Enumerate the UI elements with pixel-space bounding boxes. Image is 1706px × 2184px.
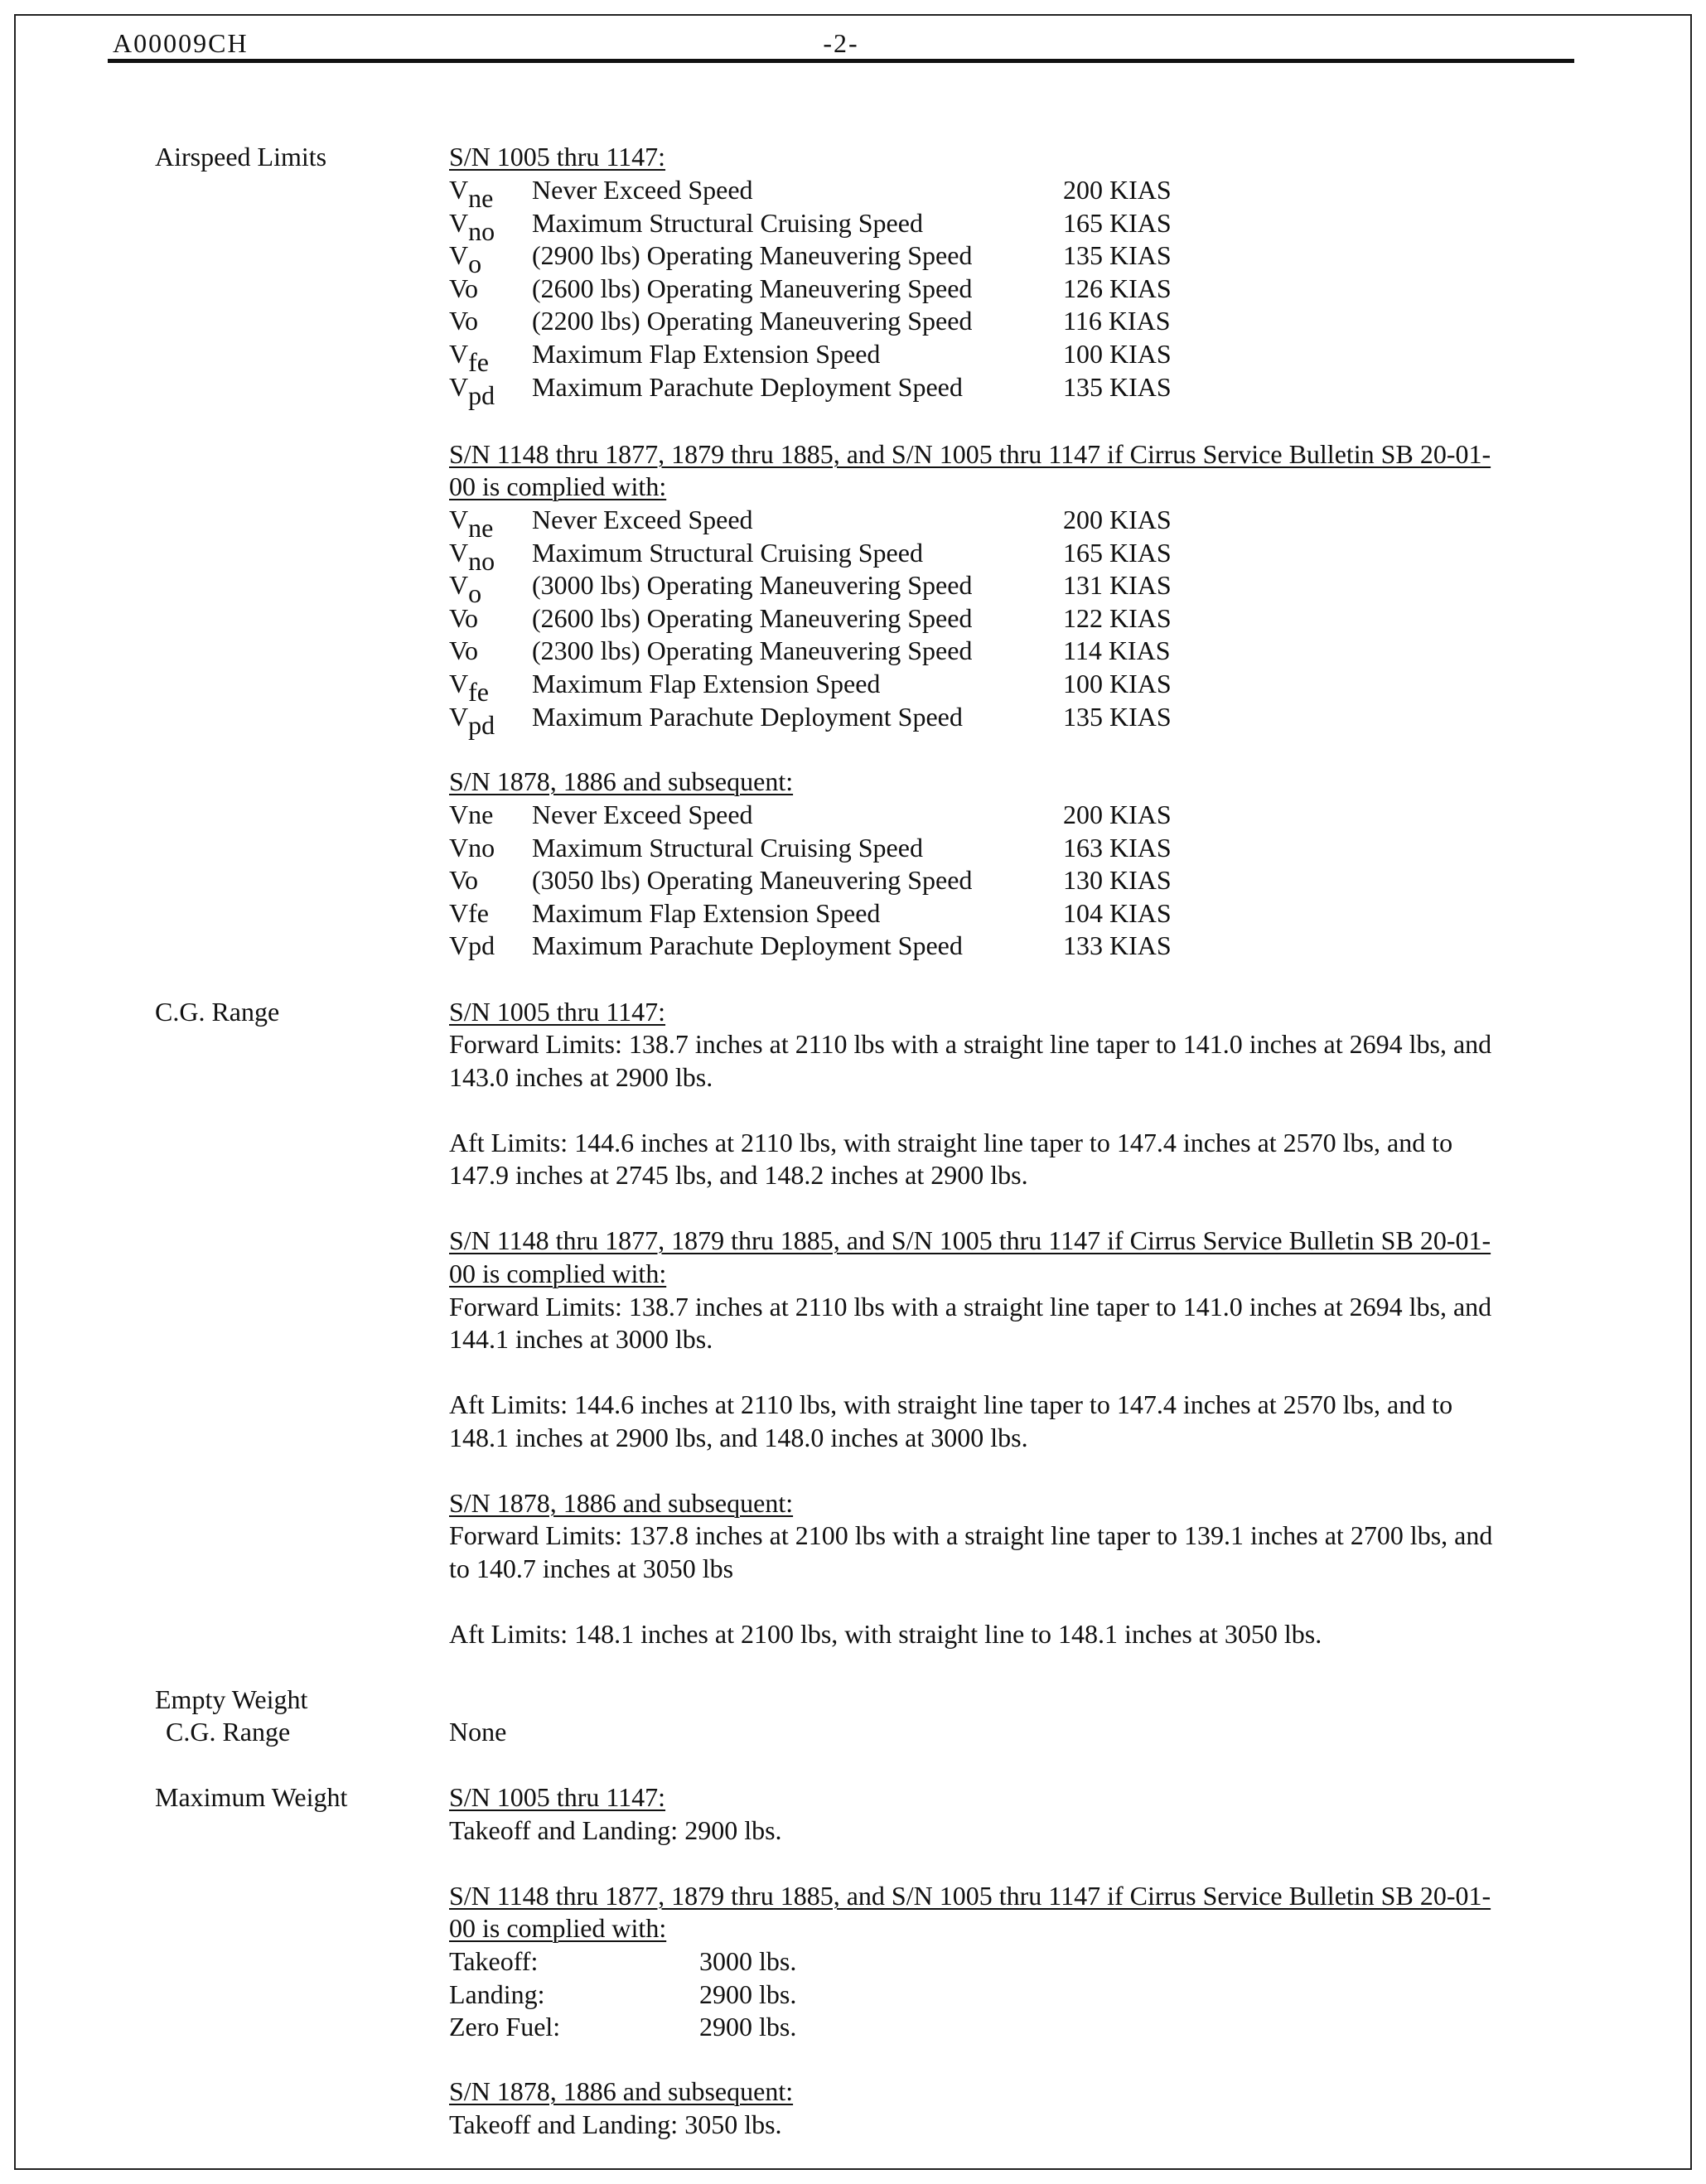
speed-symbol: Vno xyxy=(449,832,495,862)
speed-row xyxy=(449,207,1650,246)
speed-symbol: Vo xyxy=(449,602,478,633)
weight-value: 2900 lbs. xyxy=(699,2012,797,2042)
speed-value: 200 KIAS xyxy=(1063,505,1172,534)
speed-symbol: $V_{ne}$ xyxy=(449,505,494,543)
speed-name: (2600 lbs) Operating Maneuvering Speed xyxy=(532,602,973,633)
speed-symbol: Vne xyxy=(449,800,494,829)
speed-symbol: Vpd xyxy=(449,930,495,961)
speed-value: 165 KIAS xyxy=(1063,207,1172,238)
max-weight-group-2-heading-line2: 00 is complied with: xyxy=(449,1913,667,1943)
cg-group-3-aft: Aft Limits: 148.1 inches at 2100 lbs, with straight line to 148.1 inches at 3050 lbs. xyxy=(449,1619,1322,1649)
speed-value: 163 KIAS xyxy=(1063,832,1172,862)
speed-name: Maximum Structural Cruising Speed xyxy=(532,537,923,568)
speed-name: Never Exceed Speed xyxy=(532,505,753,534)
cg-group-3-forward-line2: to 140.7 inches at 3050 lbs xyxy=(449,1553,734,1583)
speed-row xyxy=(449,668,1650,707)
weight-row xyxy=(449,1979,946,2012)
speed-value: 200 KIAS xyxy=(1063,800,1172,829)
empty-weight-label-line1: Empty Weight xyxy=(155,1684,308,1714)
speed-row xyxy=(449,504,1650,543)
weight-label: Takeoff: xyxy=(449,1946,539,1976)
speed-value: 131 KIAS xyxy=(1063,570,1172,601)
speed-symbol: $V_{no}$ xyxy=(449,537,495,576)
cg-group-2-aft-line1: Aft Limits: 144.6 inches at 2110 lbs, with straight line taper to 147.4 inches at 2570 lbs, and to xyxy=(449,1389,1453,1419)
speed-symbol: Vo xyxy=(449,865,478,896)
speed-row xyxy=(449,569,1650,609)
speed-value: 135 KIAS xyxy=(1063,701,1172,732)
speed-name: (2900 lbs) Operating Maneuvering Speed xyxy=(532,240,973,271)
speed-value: 135 KIAS xyxy=(1063,371,1172,402)
cg-group-3-heading: S/N 1878, 1886 and subsequent: xyxy=(449,1488,794,1518)
cg-group-1-aft-line2: 147.9 inches at 2745 lbs, and 148.2 inches at 2900 lbs. xyxy=(449,1160,1028,1190)
page-header xyxy=(108,25,1574,63)
cg-group-2-forward-line2: 144.1 inches at 3000 lbs. xyxy=(449,1324,713,1354)
airspeed-limits-label: Airspeed Limits xyxy=(155,142,327,172)
speed-row xyxy=(449,799,1650,832)
cg-group-2-forward-line1: Forward Limits: 138.7 inches at 2110 lbs with a straight line taper to 141.0 inches at 2694 lbs, and xyxy=(449,1292,1492,1322)
speed-value: 135 KIAS xyxy=(1063,240,1172,271)
airspeed-group-3-heading: S/N 1878, 1886 and subsequent: xyxy=(449,766,794,796)
speed-name: Maximum Structural Cruising Speed xyxy=(532,207,923,238)
speed-value: 165 KIAS xyxy=(1063,537,1172,568)
cg-group-1-heading: S/N 1005 thru 1147: xyxy=(449,997,666,1027)
speed-value: 126 KIAS xyxy=(1063,273,1172,303)
speed-row xyxy=(449,701,1650,740)
speed-row xyxy=(449,537,1650,576)
airspeed-group-2-heading-line2: 00 is complied with: xyxy=(449,471,667,501)
speed-name: Maximum Flap Extension Speed xyxy=(532,897,881,928)
speed-name: Maximum Flap Extension Speed xyxy=(532,669,881,698)
weight-value: 3000 lbs. xyxy=(699,1946,797,1976)
speed-row xyxy=(449,174,1650,213)
cg-group-2-heading-line2: 00 is complied with: xyxy=(449,1259,667,1288)
cg-group-2-heading-line1: S/N 1148 thru 1877, 1879 thru 1885, and S/N 1005 thru 1147 if Cirrus Service Bulletin SB 20-01- xyxy=(449,1225,1491,1255)
speed-name: (3050 lbs) Operating Maneuvering Speed xyxy=(532,865,973,896)
speed-symbol: Vo xyxy=(449,635,478,666)
max-weight-group-1-text: Takeoff and Landing: 2900 lbs. xyxy=(449,1815,782,1845)
weight-label: Zero Fuel: xyxy=(449,2012,561,2042)
page-number: -2- xyxy=(823,28,859,58)
max-weight-group-2-heading-line1: S/N 1148 thru 1877, 1879 thru 1885, and S/N 1005 thru 1147 if Cirrus Service Bulletin SB 20-01- xyxy=(449,1881,1491,1911)
speed-value: 100 KIAS xyxy=(1063,669,1172,698)
speed-row xyxy=(449,371,1650,410)
max-weight-group-3-text: Takeoff and Landing: 3050 lbs. xyxy=(449,2109,782,2139)
speed-row xyxy=(449,864,1650,897)
speed-value: 100 KIAS xyxy=(1063,339,1172,369)
empty-weight-cg-value: None xyxy=(449,1717,507,1747)
maximum-weight-label: Maximum Weight xyxy=(155,1782,348,1812)
weight-value: 2900 lbs. xyxy=(699,1979,797,2009)
weight-label: Landing: xyxy=(449,1979,545,2009)
speed-symbol: $V_o$ xyxy=(449,570,482,609)
speed-row xyxy=(449,897,1650,930)
speed-row xyxy=(449,635,1650,668)
airspeed-group-2-heading-line1: S/N 1148 thru 1877, 1879 thru 1885, and S/N 1005 thru 1147 if Cirrus Service Bulletin SB 20-01- xyxy=(449,439,1491,469)
cg-group-3-forward-line1: Forward Limits: 137.8 inches at 2100 lbs with a straight line taper to 139.1 inches at 2700 lbs, and xyxy=(449,1520,1493,1550)
speed-symbol: $V_{pd}$ xyxy=(449,371,495,410)
document-id: A00009CH xyxy=(113,28,249,58)
speed-name: (3000 lbs) Operating Maneuvering Speed xyxy=(532,570,973,601)
speed-symbol: $V_{no}$ xyxy=(449,207,495,246)
speed-name: Maximum Structural Cruising Speed xyxy=(532,832,923,862)
speed-symbol: $V_{pd}$ xyxy=(449,701,495,740)
speed-value: 133 KIAS xyxy=(1063,930,1172,961)
speed-value: 122 KIAS xyxy=(1063,602,1172,633)
speed-symbol: Vfe xyxy=(449,897,489,928)
speed-value: 200 KIAS xyxy=(1063,175,1172,205)
speed-name: Never Exceed Speed xyxy=(532,175,753,205)
speed-name: (2300 lbs) Operating Maneuvering Speed xyxy=(532,635,973,666)
max-weight-group-3-heading: S/N 1878, 1886 and subsequent: xyxy=(449,2076,794,2106)
speed-row xyxy=(449,602,1650,635)
cg-group-1-forward-line1: Forward Limits: 138.7 inches at 2110 lbs with a straight line taper to 141.0 inches at 2694 lbs, and xyxy=(449,1029,1492,1059)
speed-value: 104 KIAS xyxy=(1063,897,1172,928)
airspeed-group-1-heading: S/N 1005 thru 1147: xyxy=(449,142,666,172)
speed-name: (2600 lbs) Operating Maneuvering Speed xyxy=(532,273,973,303)
speed-symbol: $V_{ne}$ xyxy=(449,175,494,213)
cg-range-label: C.G. Range xyxy=(155,997,280,1027)
cg-group-1-aft-line1: Aft Limits: 144.6 inches at 2110 lbs, with straight line taper to 147.4 inches at 2570 lbs, and to xyxy=(449,1128,1453,1157)
cg-group-1-forward-line2: 143.0 inches at 2900 lbs. xyxy=(449,1062,713,1092)
weight-row xyxy=(449,1945,946,1979)
speed-name: Never Exceed Speed xyxy=(532,800,753,829)
speed-symbol: $V_{fe}$ xyxy=(449,339,489,377)
speed-row xyxy=(449,239,1650,279)
empty-weight-label-line2: C.G. Range xyxy=(166,1717,291,1747)
speed-row xyxy=(449,273,1650,306)
speed-symbol: $V_{fe}$ xyxy=(449,669,489,707)
speed-value: 116 KIAS xyxy=(1063,306,1171,336)
header-rule xyxy=(108,59,1574,63)
speed-name: Maximum Parachute Deployment Speed xyxy=(532,701,963,732)
speed-name: Maximum Parachute Deployment Speed xyxy=(532,930,963,961)
speed-value: 130 KIAS xyxy=(1063,865,1172,896)
speed-name: Maximum Parachute Deployment Speed xyxy=(532,371,963,402)
weight-row xyxy=(449,2011,946,2044)
speed-symbol: $V_o$ xyxy=(449,240,482,279)
speed-symbol: Vo xyxy=(449,306,478,336)
speed-name: (2200 lbs) Operating Maneuvering Speed xyxy=(532,306,973,336)
speed-row xyxy=(449,305,1650,338)
max-weight-group-1-heading: S/N 1005 thru 1147: xyxy=(449,1782,666,1812)
speed-row xyxy=(449,832,1650,865)
speed-row xyxy=(449,930,1650,963)
speed-name: Maximum Flap Extension Speed xyxy=(532,339,881,369)
speed-row xyxy=(449,338,1650,377)
speed-value: 114 KIAS xyxy=(1063,635,1171,666)
speed-symbol: Vo xyxy=(449,273,478,303)
cg-group-2-aft-line2: 148.1 inches at 2900 lbs, and 148.0 inches at 3000 lbs. xyxy=(449,1423,1028,1452)
